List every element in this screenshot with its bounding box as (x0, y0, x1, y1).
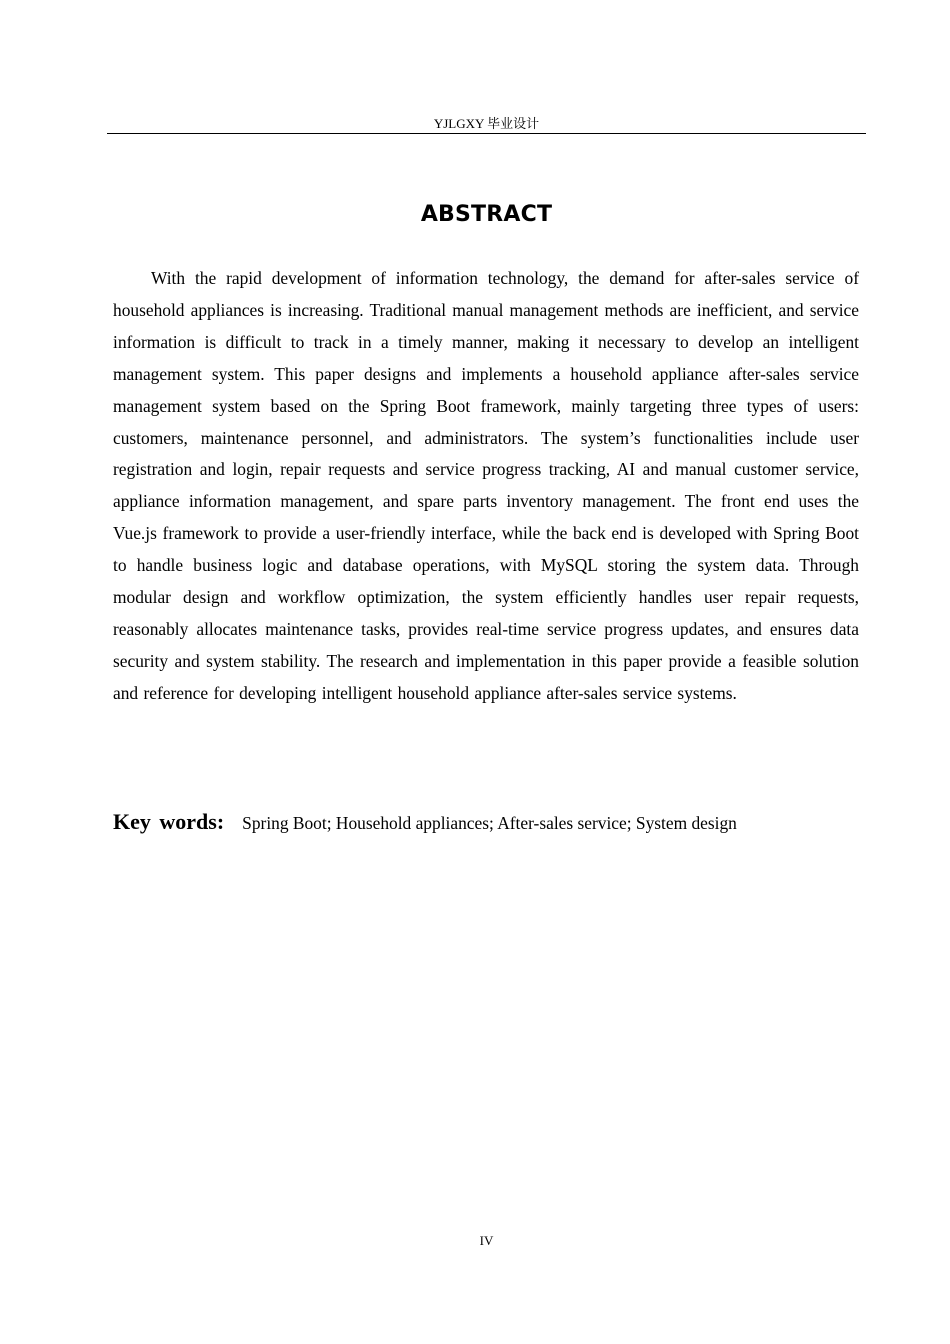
abstract-body: With the rapid development of information technology, the demand for after-sales service of household appliances is increasing. Traditional manual management methods are inefficient, and service information is difficult to track in a timely manner, making it necessary to develop an intelligent management system. This paper designs and implements a household appliance after-sales service management system based on the Spring Boot framework, mainly targeting three types of users: customers, maintenance personnel, and administrators. The system’s functionalities include user registration and login, repair requests and service progress tracking, AI and manual customer service, appliance information management, and spare parts inventory management. The front end uses the Vue.js framework to provide a user-friendly interface, while the back end is developed with Spring Boot to handle business logic and database operations, with MySQL storing the system data. Through modular design and workflow optimization, the system efficiently handles user repair requests, reasonably allocates maintenance tasks, provides real-time service progress updates, and ensures data security and system stability. The research and implementation in this paper provide a feasible solution and reference for developing intelligent household appliance after-sales service systems. (113, 268, 859, 703)
running-header: YJLGXY 毕业设计 (433, 116, 540, 131)
keywords-label: Key words: (113, 809, 225, 834)
header-divider (107, 133, 866, 134)
keywords-text: Spring Boot; Household appliances; After-sales service; System design (242, 813, 737, 833)
keywords-line (113, 806, 859, 839)
page-number: IV (479, 1233, 494, 1248)
abstract-title: ABSTRACT (420, 202, 553, 227)
